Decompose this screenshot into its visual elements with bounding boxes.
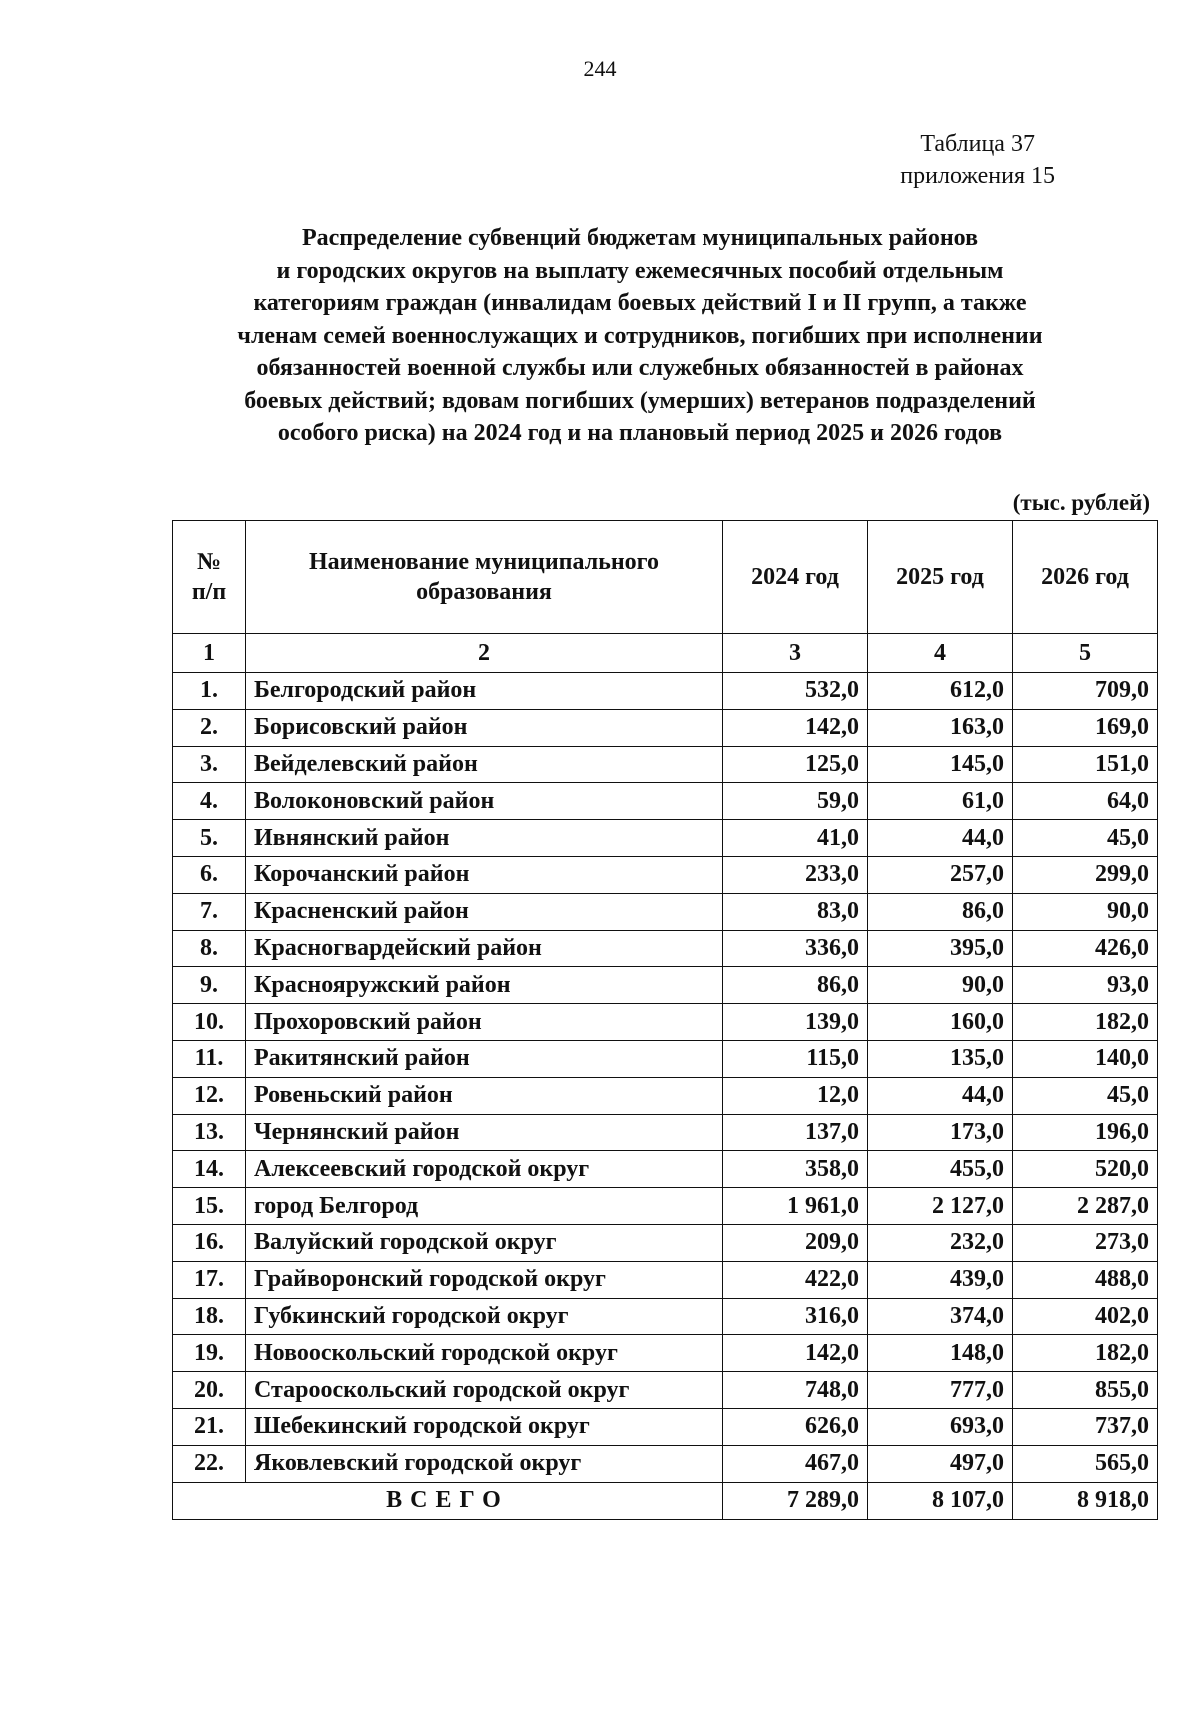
municipality-name: Шебекинский городской округ	[246, 1408, 723, 1445]
row-number: 13.	[173, 1114, 246, 1151]
value-2025: 439,0	[868, 1261, 1013, 1298]
value-2026: 2 287,0	[1013, 1188, 1158, 1225]
table-row	[173, 1335, 1158, 1372]
value-2024: 12,0	[723, 1077, 868, 1114]
value-2026: 45,0	[1013, 1077, 1158, 1114]
row-number: 9.	[173, 967, 246, 1004]
table-body	[173, 634, 1158, 1483]
value-2025: 395,0	[868, 930, 1013, 967]
header-number	[173, 521, 246, 634]
value-2024: 316,0	[723, 1298, 868, 1335]
title-line: и городских округов на выплату ежемесячных пособий отдельным	[276, 257, 1004, 284]
column-number-row	[173, 634, 1158, 673]
row-number: 14.	[173, 1151, 246, 1188]
municipality-name: Чернянский район	[246, 1114, 723, 1151]
table-row	[173, 1224, 1158, 1261]
table-row	[173, 1077, 1158, 1114]
row-number: 20.	[173, 1372, 246, 1409]
value-2025: 2 127,0	[868, 1188, 1013, 1225]
row-number: 15.	[173, 1188, 246, 1225]
municipality-name: Прохоровский район	[246, 1004, 723, 1041]
value-2026: 64,0	[1013, 783, 1158, 820]
value-2026: 169,0	[1013, 709, 1158, 746]
value-2026: 90,0	[1013, 893, 1158, 930]
column-number: 1	[173, 634, 246, 673]
municipality-name: Валуйский городской округ	[246, 1224, 723, 1261]
table-row	[173, 709, 1158, 746]
municipality-name: Борисовский район	[246, 709, 723, 746]
value-2025: 612,0	[868, 673, 1013, 710]
value-2025: 173,0	[868, 1114, 1013, 1151]
row-number: 11.	[173, 1040, 246, 1077]
column-number: 2	[246, 634, 723, 673]
row-number: 7.	[173, 893, 246, 930]
total-row	[173, 1482, 1158, 1519]
value-2024: 233,0	[723, 856, 868, 893]
value-2025: 777,0	[868, 1372, 1013, 1409]
value-2024: 83,0	[723, 893, 868, 930]
table-row	[173, 746, 1158, 783]
value-2024: 358,0	[723, 1151, 868, 1188]
header-2024: 2024 год	[723, 521, 868, 634]
header-2025: 2025 год	[868, 521, 1013, 634]
value-2024: 1 961,0	[723, 1188, 868, 1225]
value-2026: 151,0	[1013, 746, 1158, 783]
row-number: 10.	[173, 1004, 246, 1041]
value-2025: 145,0	[868, 746, 1013, 783]
value-2024: 41,0	[723, 820, 868, 857]
municipality-name: Красногвардейский район	[246, 930, 723, 967]
units-label: (тыс. рублей)	[1012, 490, 1150, 515]
value-2025: 257,0	[868, 856, 1013, 893]
value-2026: 565,0	[1013, 1445, 1158, 1482]
table-row	[173, 1372, 1158, 1409]
municipality-name: Губкинский городской округ	[246, 1298, 723, 1335]
value-2025: 497,0	[868, 1445, 1013, 1482]
value-2025: 374,0	[868, 1298, 1013, 1335]
municipality-name: Корочанский район	[246, 856, 723, 893]
value-2025: 163,0	[868, 709, 1013, 746]
row-number: 3.	[173, 746, 246, 783]
municipality-name: Ивнянский район	[246, 820, 723, 857]
row-number: 5.	[173, 820, 246, 857]
table-row	[173, 1188, 1158, 1225]
value-2025: 61,0	[868, 783, 1013, 820]
row-number: 4.	[173, 783, 246, 820]
table-row	[173, 1261, 1158, 1298]
table-row	[173, 856, 1158, 893]
header-2026: 2026 год	[1013, 521, 1158, 634]
value-2024: 139,0	[723, 1004, 868, 1041]
page-number: 244	[583, 56, 617, 81]
value-2025: 44,0	[868, 1077, 1013, 1114]
table-row	[173, 1445, 1158, 1482]
municipality-name: Ровеньский район	[246, 1077, 723, 1114]
table-ref-line2: приложения 15	[900, 163, 1055, 189]
municipality-name: Новооскольский городской округ	[246, 1335, 723, 1372]
table-row	[173, 930, 1158, 967]
municipality-name: Яковлевский городской округ	[246, 1445, 723, 1482]
value-2025: 455,0	[868, 1151, 1013, 1188]
table-row	[173, 1408, 1158, 1445]
title-line: боевых действий; вдовам погибших (умерших) ветеранов подразделений	[244, 387, 1036, 414]
row-number: 8.	[173, 930, 246, 967]
table-row	[173, 893, 1158, 930]
title-line: категориям граждан (инвалидам боевых действий I и II групп, а также	[253, 290, 1027, 316]
total-label: ВСЕГО	[173, 1482, 723, 1519]
municipality-name: Волоконовский район	[246, 783, 723, 820]
table-row	[173, 1114, 1158, 1151]
row-number: 16.	[173, 1224, 246, 1261]
header-number-line1: №	[196, 549, 222, 575]
value-2024: 115,0	[723, 1040, 868, 1077]
municipality-name: Вейделевский район	[246, 746, 723, 783]
table-row	[173, 1298, 1158, 1335]
value-2024: 86,0	[723, 967, 868, 1004]
title-line: членам семей военнослужащих и сотрудников, погибших при исполнении	[237, 322, 1043, 349]
table-row	[173, 673, 1158, 710]
title-line: обязанностей военной службы или служебных обязанностей в районах	[256, 355, 1024, 381]
value-2024: 626,0	[723, 1408, 868, 1445]
value-2025: 44,0	[868, 820, 1013, 857]
municipality-name: Алексеевский городской округ	[246, 1151, 723, 1188]
row-number: 22.	[173, 1445, 246, 1482]
municipality-name: Старооскольский городской округ	[246, 1372, 723, 1409]
municipality-name: город Белгород	[246, 1188, 723, 1225]
value-2024: 467,0	[723, 1445, 868, 1482]
value-2025: 693,0	[868, 1408, 1013, 1445]
value-2026: 402,0	[1013, 1298, 1158, 1335]
title-line: Распределение субвенций бюджетам муниципальных районов	[301, 225, 979, 251]
subsidy-table	[172, 520, 1158, 1520]
value-2026: 855,0	[1013, 1372, 1158, 1409]
value-2026: 426,0	[1013, 930, 1158, 967]
value-2026: 93,0	[1013, 967, 1158, 1004]
value-2025: 160,0	[868, 1004, 1013, 1041]
row-number: 17.	[173, 1261, 246, 1298]
row-number: 18.	[173, 1298, 246, 1335]
row-number: 1.	[173, 673, 246, 710]
value-2026: 140,0	[1013, 1040, 1158, 1077]
value-2024: 125,0	[723, 746, 868, 783]
value-2026: 196,0	[1013, 1114, 1158, 1151]
value-2024: 137,0	[723, 1114, 868, 1151]
value-2024: 142,0	[723, 709, 868, 746]
value-2026: 737,0	[1013, 1408, 1158, 1445]
value-2026: 182,0	[1013, 1335, 1158, 1372]
value-2024: 532,0	[723, 673, 868, 710]
total-2024: 7 289,0	[723, 1482, 868, 1519]
header-number-line2: п/п	[191, 579, 227, 605]
table-row	[173, 820, 1158, 857]
value-2024: 422,0	[723, 1261, 868, 1298]
row-number: 2.	[173, 709, 246, 746]
column-number: 4	[868, 634, 1013, 673]
value-2024: 209,0	[723, 1224, 868, 1261]
row-number: 12.	[173, 1077, 246, 1114]
total-2026: 8 918,0	[1013, 1482, 1158, 1519]
value-2024: 336,0	[723, 930, 868, 967]
table-row	[173, 1151, 1158, 1188]
municipality-name: Красненский район	[246, 893, 723, 930]
table-row	[173, 783, 1158, 820]
table-row	[173, 967, 1158, 1004]
value-2026: 273,0	[1013, 1224, 1158, 1261]
document-title	[150, 222, 1130, 450]
title-line: особого риска) на 2024 год и на плановый период 2025 и 2026 годов	[277, 420, 1003, 446]
table-row	[173, 1004, 1158, 1041]
value-2025: 148,0	[868, 1335, 1013, 1372]
value-2024: 142,0	[723, 1335, 868, 1372]
municipality-name: Грайворонский городской округ	[246, 1261, 723, 1298]
table-reference	[900, 128, 1055, 192]
value-2025: 90,0	[868, 967, 1013, 1004]
value-2026: 299,0	[1013, 856, 1158, 893]
value-2025: 86,0	[868, 893, 1013, 930]
column-number: 5	[1013, 634, 1158, 673]
municipality-name: Краснояружский район	[246, 967, 723, 1004]
value-2026: 520,0	[1013, 1151, 1158, 1188]
table-ref-line1: Таблица 37	[920, 131, 1035, 157]
value-2024: 59,0	[723, 783, 868, 820]
header-name: Наименование муниципального образования	[246, 521, 723, 634]
value-2024: 748,0	[723, 1372, 868, 1409]
value-2026: 45,0	[1013, 820, 1158, 857]
table-row	[173, 1040, 1158, 1077]
value-2025: 232,0	[868, 1224, 1013, 1261]
row-number: 21.	[173, 1408, 246, 1445]
municipality-name: Ракитянский район	[246, 1040, 723, 1077]
total-2025: 8 107,0	[868, 1482, 1013, 1519]
value-2026: 488,0	[1013, 1261, 1158, 1298]
municipality-name: Белгородский район	[246, 673, 723, 710]
row-number: 6.	[173, 856, 246, 893]
value-2025: 135,0	[868, 1040, 1013, 1077]
column-number: 3	[723, 634, 868, 673]
header-row	[173, 521, 1158, 634]
value-2026: 182,0	[1013, 1004, 1158, 1041]
row-number: 19.	[173, 1335, 246, 1372]
value-2026: 709,0	[1013, 673, 1158, 710]
